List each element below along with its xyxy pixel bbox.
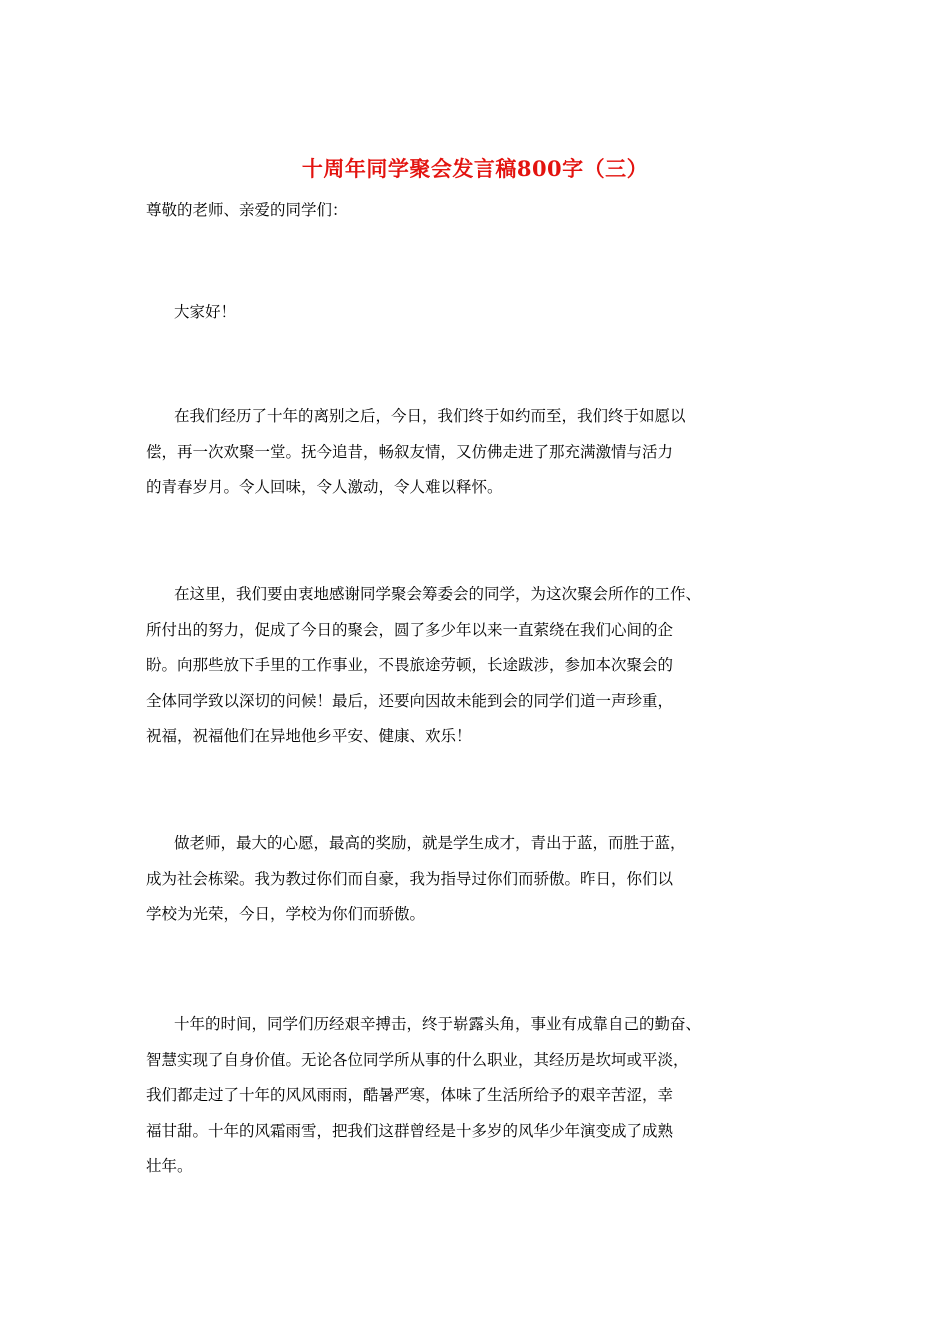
- paragraph-line: 所付出的努力，促成了今日的聚会，圆了多少年以来一直萦绕在我们心间的企: [146, 620, 674, 639]
- salutation: 尊敬的老师、亲爱的同学们：: [146, 201, 348, 219]
- paragraph-line: 学校为光荣，今日，学校为你们而骄傲。: [146, 905, 426, 923]
- paragraph-line: 做老师，最大的心愿，最高的奖励，就是学生成才，青出于蓝，而胜于蓝，: [174, 834, 686, 852]
- paragraph-line: 在这里，我们要由衷地感谢同学聚会筹委会的同学，为这次聚会所作的工作、: [174, 585, 702, 603]
- paragraph-line: 全体同学致以深切的问候！最后，还要向因故未能到会的同学们道一声珍重，: [146, 691, 674, 710]
- paragraph-greeting: [146, 295, 826, 331]
- paragraph-thanks: [146, 577, 826, 755]
- paragraph-line: 祝福，祝福他们在异地他乡平安、健康、欢乐！: [146, 727, 472, 745]
- paragraph-line: 成为社会栋梁。我为教过你们而自豪，我为指导过你们而骄傲。昨日，你们以: [146, 869, 674, 888]
- paragraph-ten-years: [146, 1007, 826, 1185]
- document-title: 十周年同学聚会发言稿800字（三）: [301, 156, 649, 181]
- paragraph-line: 大家好！: [174, 303, 237, 321]
- paragraph-line: 盼。向那些放下手里的工作事业，不畏旅途劳顿，长途跋涉，参加本次聚会的: [146, 656, 674, 674]
- paragraph-line: 我们都走过了十年的风风雨雨，酷暑严寒，体味了生活所给予的艰辛苦涩，幸: [146, 1086, 674, 1104]
- paragraph-line: 在我们经历了十年的离别之后，今日，我们终于如约而至，我们终于如愿以: [174, 407, 686, 425]
- paragraph-line: 壮年。: [146, 1157, 193, 1175]
- paragraph-line: 十年的时间，同学们历经艰辛搏击，终于崭露头角，事业有成靠自己的勤奋、: [174, 1015, 702, 1033]
- paragraph-line: 的青春岁月。令人回味，令人激动，令人难以释怀。: [146, 478, 503, 496]
- paragraph-teacher: [146, 826, 826, 933]
- paragraph-reunion: [146, 399, 826, 506]
- paragraph-line: 偿，再一次欢聚一堂。抚今追昔，畅叙友情，又仿佛走进了那充满激情与活力: [146, 442, 674, 461]
- paragraph-line: 福甘甜。十年的风霜雨雪，把我们这群曾经是十多岁的风华少年演变成了成熟: [146, 1121, 674, 1140]
- paragraph-line: 智慧实现了自身价值。无论各位同学所从事的什么职业，其经历是坎坷或平淡，: [146, 1050, 689, 1069]
